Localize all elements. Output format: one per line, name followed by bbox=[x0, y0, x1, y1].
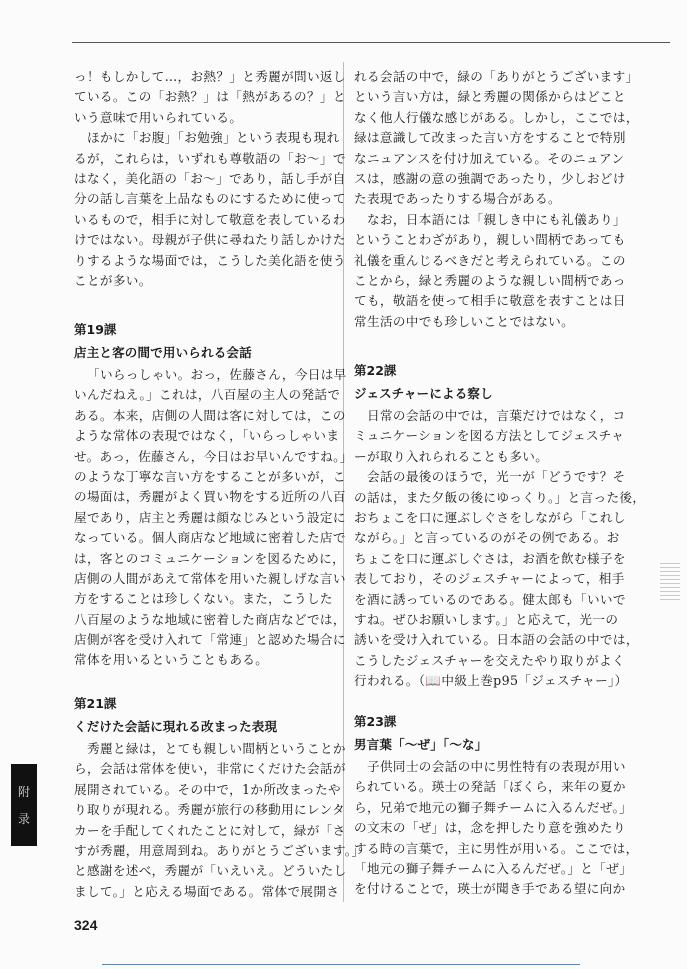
text-line: られている。瑛士の発話「ぼくら，来年の夏か bbox=[354, 779, 626, 795]
text-line: と感謝を述べ，秀麗が「いえいえ。どういたし bbox=[74, 863, 347, 879]
side-tab-char: 附 bbox=[17, 785, 30, 799]
right-section-lesson-22 bbox=[354, 359, 646, 691]
text-line: ーが取り入れられることも多い。 bbox=[354, 448, 549, 464]
text-line: けではない。母親が子供に尋ねたり話しかけた bbox=[74, 232, 346, 248]
text-line: ような常体の表現ではなく，「いらっしゃいま bbox=[74, 428, 340, 444]
text-line: の場面は，秀麗がよく買い物をする近所の八百 bbox=[74, 489, 346, 505]
text-line: た表現であったりする場合がある。 bbox=[354, 191, 561, 207]
text-line: ことから，緑と秀麗のような親しい間柄であっ bbox=[354, 272, 626, 288]
left-section-lesson-19 bbox=[74, 318, 353, 671]
text-line: ということわざがあり，親しい間柄であっても bbox=[354, 232, 626, 248]
text-line: ちょこを口に運ぶしぐさは，お酒を飲む様子を bbox=[354, 550, 626, 566]
lesson-number: 第19課 bbox=[74, 322, 117, 337]
text-line: 誘いを受け入れている。日本語の会話の中では， bbox=[354, 632, 639, 648]
appendix-side-tab bbox=[11, 764, 37, 846]
text-line: 店側の人間があえて常体を用いた親しげな言い bbox=[74, 570, 346, 586]
section-title: ジェスチャーによる察し bbox=[354, 386, 493, 401]
section-title: くだけた会話に現れる改まった表現 bbox=[74, 719, 278, 734]
text-line: 「いらっしゃい。おっ，佐藤さん，今日は早 bbox=[87, 367, 347, 382]
text-line: という言い方は，緑と秀麗の関係からはどこと bbox=[354, 89, 626, 105]
text-line: の文末の「ぜ」は，念を押したり意を強めたり bbox=[354, 820, 626, 836]
text-line: ながら。」と言っているのがその例である。お bbox=[354, 530, 620, 546]
text-line: なっている。個人商店など地域に密着した店で bbox=[74, 530, 346, 546]
left-section-intro bbox=[74, 67, 346, 291]
text-line: おちょこを口に運ぶしぐさをしながら「これし bbox=[354, 509, 626, 525]
text-line: せ。あっ，佐藤さん，今日はお早いんですね。」 bbox=[74, 448, 353, 464]
text-line: いんだねえ。」これは，八百屋の主人の発話で bbox=[74, 387, 341, 403]
text-line: ら，会話は常体を使い，非常にくだけた会話が bbox=[74, 761, 346, 777]
text-line: りするような場面では，こうした美化語を使う bbox=[74, 252, 346, 268]
text-line: まして。」と応える場面である。常体で展開さ bbox=[74, 883, 340, 899]
text-line: 日常の会話の中では，言葉だけではなく，コ bbox=[367, 408, 626, 423]
text-line: ミュニケーションを図る方法としてジェスチャ bbox=[354, 428, 625, 444]
text-line: ことが多い。 bbox=[74, 272, 152, 288]
text-line: 行われる。（📖中級上巻p95「ジェスチャー」） bbox=[354, 673, 628, 689]
section-title: 店主と客の間で用いられる会話 bbox=[74, 345, 252, 360]
text-line: いるもので，相手に対して敬意を表しているわ bbox=[74, 211, 346, 227]
text-line: 八百屋のような地域に密着した商店などでは， bbox=[74, 611, 346, 627]
top-rule bbox=[72, 42, 670, 43]
text-line: 緑は意識して改まった言い方をすることで特別 bbox=[354, 130, 626, 146]
text-line: るが，これらは，いずれも尊敬語の「お～」で bbox=[74, 150, 346, 166]
bottom-blue-line bbox=[102, 964, 580, 965]
text-line: ら，兄弟で地元の獅子舞チームに入るんだぜ。」 bbox=[354, 799, 633, 815]
text-line: する時の言葉で，主に男性が用いる。ここでは， bbox=[354, 840, 639, 856]
scan-artifact bbox=[660, 560, 680, 600]
left-section-lesson-21 bbox=[74, 692, 365, 902]
text-line: こうしたジェスチャーを交えたやり取りがよく bbox=[354, 652, 625, 668]
lesson-number: 第23課 bbox=[354, 714, 397, 729]
text-line: は，客とのコミュニケーションを図るために， bbox=[74, 550, 346, 566]
text-line: カーを手配してくれたことに対して，緑が「さ bbox=[74, 822, 346, 838]
text-line: 会話の最後のほうで，光一が「どうです？そ bbox=[367, 469, 626, 485]
text-line: ても，敬語を使って相手に敬意を表すことは日 bbox=[354, 293, 626, 309]
text-line: を酒に誘っているのである。健太郎も「いいで bbox=[354, 591, 626, 607]
text-line: 展開されている。その中で，1か所改まったや bbox=[74, 781, 341, 797]
text-line: ほかに「お腹」「お勉強」という表現も現れ bbox=[87, 130, 340, 146]
text-line: 表しており，そのジェスチャーによって，相手 bbox=[354, 571, 625, 587]
text-line: 常生活の中でも珍しいことではない。 bbox=[354, 313, 575, 329]
text-line: 屋であり，店主と秀麗は顔なじみという設定に bbox=[74, 509, 346, 525]
text-line: なお，日本語には「親しき中にも礼儀あり」 bbox=[367, 211, 626, 227]
text-line: はなく，美化語の「お～」であり，話し手が自 bbox=[74, 170, 346, 186]
side-tab-char: 录 bbox=[17, 812, 30, 826]
text-line: いう意味で用いられている。 bbox=[74, 109, 243, 125]
text-line: 常体を用いるということもある。 bbox=[74, 652, 269, 668]
lesson-number: 第21課 bbox=[74, 696, 117, 711]
text-line: のような丁寧な言い方をすることが多いが，こ bbox=[74, 468, 346, 484]
text-line: 礼儀を重んじるべきだと考えられている。この bbox=[354, 252, 626, 268]
text-line: すが秀麗，用意周到ね。ありがとうございます。」 bbox=[74, 842, 365, 858]
text-line: ある。本来，店側の人間は客に対しては，この bbox=[74, 407, 346, 423]
page-number: 324 bbox=[74, 917, 98, 933]
text-line: 分の話し言葉を上品なものにするために使って bbox=[74, 191, 346, 207]
text-line: を付けることで，瑛士が聞き手である望に向か bbox=[354, 881, 626, 897]
lesson-number: 第22課 bbox=[354, 363, 397, 378]
text-line: なニュアンスを付け加えている。そのニュアン bbox=[354, 150, 625, 166]
text-line: 「地元の獅子舞チームに入るんだぜ。」と「ぜ」 bbox=[354, 860, 633, 876]
text-line: り取りが現れる。秀麗が旅行の移動用にレンタ bbox=[74, 802, 345, 818]
text-line: すね。ぜひお願いします。」と応えて，光一の bbox=[354, 611, 619, 627]
text-line: 店側が客を受け入れて「常連」と認めた場合に bbox=[74, 632, 346, 648]
text-line: スは，感謝の意の強調であったり，少しおどけ bbox=[354, 170, 626, 186]
text-line: れる会話の中で，緑の「ありがとうございます」 bbox=[354, 69, 639, 84]
right-section-lesson-23 bbox=[354, 710, 639, 900]
text-line: っ！もしかして…，お熱？」と秀麗が問い返し bbox=[74, 69, 346, 84]
text-line: 子供同士の会話の中に男性特有の表現が用い bbox=[367, 759, 626, 774]
text-line: の話は，また夕飯の後にゆっくり。」と言った後， bbox=[354, 489, 646, 505]
text-line: 秀麗と緑は，とても親しい間柄ということか bbox=[87, 741, 346, 756]
text-line: ている。この「お熱？」は「熱があるの？」と bbox=[74, 89, 346, 105]
section-title: 男言葉「～ぜ」「～な」 bbox=[354, 737, 488, 752]
text-line: なく他人行儀な感じがある。しかし，ここでは， bbox=[354, 109, 639, 125]
text-line: 方をすることは珍しくない。また，こうした bbox=[74, 591, 333, 607]
right-section-intro bbox=[354, 67, 639, 332]
